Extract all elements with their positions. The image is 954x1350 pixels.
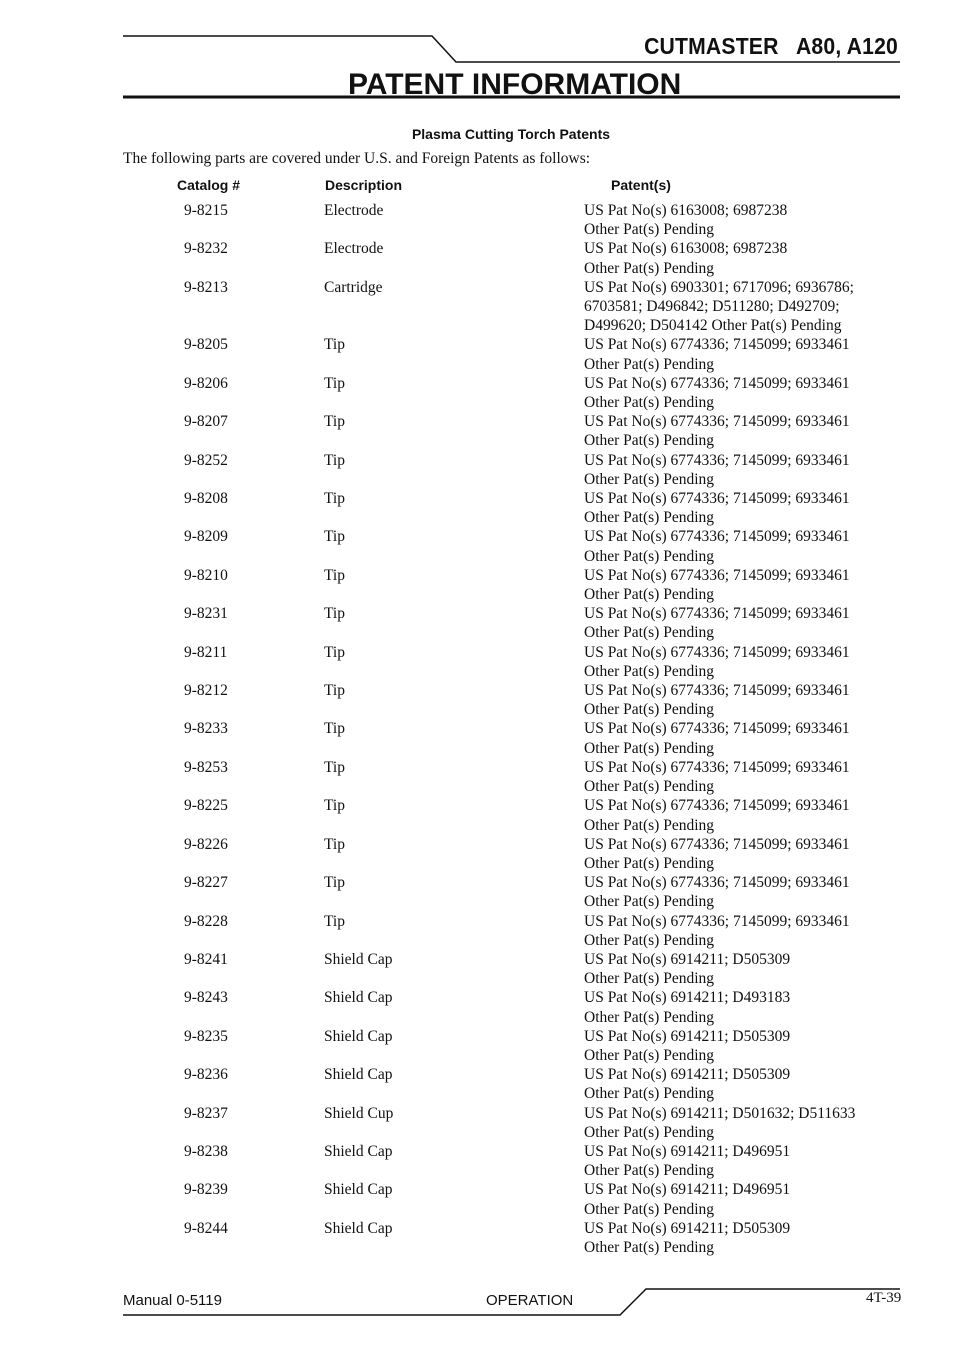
table-row — [0, 239, 954, 277]
section-title: Plasma Cutting Torch Patents — [411, 126, 611, 142]
part-description: Shield Cap — [324, 1066, 393, 1084]
patent-line: US Pat No(s) 6774336; 7145099; 6933461 — [584, 566, 850, 584]
part-description: Tip — [324, 566, 345, 584]
table-row — [0, 374, 954, 412]
patent-numbers — [584, 566, 884, 604]
table-row — [0, 335, 954, 373]
footer-page-number: 4T-39 — [866, 1290, 902, 1306]
catalog-number: 9-8243 — [184, 989, 228, 1007]
table-row — [0, 912, 954, 950]
part-description: Tip — [324, 643, 345, 661]
patent-line: Other Pat(s) Pending — [584, 816, 715, 834]
table-row — [0, 873, 954, 911]
patent-line: Other Pat(s) Pending — [584, 221, 715, 239]
table-row — [0, 950, 954, 988]
patent-line: US Pat No(s) 6774336; 7145099; 6933461 — [584, 336, 850, 354]
patent-numbers — [584, 1142, 884, 1180]
part-description: Tip — [324, 451, 345, 469]
patent-numbers — [584, 527, 884, 565]
catalog-number: 9-8209 — [184, 528, 228, 546]
patent-line: Other Pat(s) Pending — [584, 586, 715, 604]
patent-numbers — [584, 412, 884, 450]
patent-line: Other Pat(s) Pending — [584, 1238, 715, 1256]
table-row — [0, 1142, 954, 1180]
catalog-number: 9-8213 — [184, 278, 228, 296]
patent-line: Other Pat(s) Pending — [584, 854, 715, 872]
part-description: Tip — [324, 758, 345, 776]
patent-line: US Pat No(s) 6774336; 7145099; 6933461 — [584, 874, 850, 892]
catalog-number: 9-8253 — [184, 758, 228, 776]
catalog-number: 9-8237 — [184, 1104, 228, 1122]
part-description: Shield Cap — [324, 1181, 393, 1199]
patent-numbers — [584, 835, 884, 873]
patent-line: Other Pat(s) Pending — [584, 624, 715, 642]
patent-line: D499620; D504142 Other Pat(s) Pending — [584, 317, 842, 335]
catalog-number: 9-8238 — [184, 1142, 228, 1160]
part-description: Shield Cap — [324, 1027, 393, 1045]
catalog-number: 9-8206 — [184, 374, 228, 392]
patent-numbers — [584, 758, 884, 796]
patent-line: US Pat No(s) 6774336; 7145099; 6933461 — [584, 682, 850, 700]
patent-line: US Pat No(s) 6774336; 7145099; 6933461 — [584, 451, 850, 469]
patent-numbers — [584, 1180, 884, 1218]
table-row — [0, 835, 954, 873]
patent-line: US Pat No(s) 6163008; 6987238 — [584, 202, 788, 219]
patent-line: US Pat No(s) 6914211; D493183 — [584, 989, 791, 1007]
patent-numbers — [584, 1065, 884, 1103]
part-description: Tip — [324, 605, 345, 623]
patent-line: US Pat No(s) 6774336; 7145099; 6933461 — [584, 835, 850, 853]
table-row — [0, 489, 954, 527]
part-description: Shield Cap — [324, 1219, 393, 1237]
patent-line: US Pat No(s) 6914211; D496951 — [584, 1142, 791, 1160]
catalog-number: 9-8239 — [184, 1181, 228, 1199]
part-description: Shield Cap — [324, 989, 393, 1007]
catalog-number: 9-8207 — [184, 413, 228, 431]
page-title: PATENT INFORMATION — [348, 68, 682, 101]
column-header-catalog: Catalog # — [177, 177, 241, 193]
table-row — [0, 988, 954, 1026]
catalog-number: 9-8235 — [184, 1027, 228, 1045]
table-row — [0, 719, 954, 757]
patent-numbers — [584, 681, 884, 719]
patent-numbers — [584, 489, 884, 527]
patent-line: Other Pat(s) Pending — [584, 1008, 715, 1026]
patent-line: Other Pat(s) Pending — [584, 662, 715, 680]
patent-line: US Pat No(s) 6914211; D505309 — [584, 1027, 791, 1045]
patent-line: Other Pat(s) Pending — [584, 701, 715, 719]
part-description: Tip — [324, 336, 345, 354]
patent-line: US Pat No(s) 6774336; 7145099; 6933461 — [584, 490, 850, 508]
catalog-number: 9-8215 — [184, 202, 228, 219]
catalog-number: 9-8225 — [184, 797, 228, 815]
patent-line: Other Pat(s) Pending — [584, 1200, 715, 1218]
patent-line: Other Pat(s) Pending — [584, 394, 715, 412]
patent-line: Other Pat(s) Pending — [584, 1123, 715, 1141]
table-row — [0, 412, 954, 450]
catalog-number: 9-8212 — [184, 682, 228, 700]
catalog-number: 9-8241 — [184, 950, 228, 968]
patent-line: US Pat No(s) 6774336; 7145099; 6933461 — [584, 643, 850, 661]
patent-line: US Pat No(s) 6774336; 7145099; 6933461 — [584, 797, 850, 815]
patent-line: Other Pat(s) Pending — [584, 547, 715, 565]
catalog-number: 9-8244 — [184, 1219, 228, 1237]
patent-line: US Pat No(s) 6914211; D505309 — [584, 1066, 791, 1084]
catalog-number: 9-8226 — [184, 835, 228, 853]
column-header-patents: Patent(s) — [611, 177, 671, 193]
patent-line: Other Pat(s) Pending — [584, 778, 715, 796]
patent-line: US Pat No(s) 6774336; 7145099; 6933461 — [584, 605, 850, 623]
patent-numbers — [584, 1027, 884, 1065]
patent-numbers — [584, 912, 884, 950]
catalog-number: 9-8205 — [184, 336, 228, 354]
part-description: Electrode — [324, 240, 384, 258]
part-description: Cartridge — [324, 278, 383, 296]
patent-line: Other Pat(s) Pending — [584, 1162, 715, 1180]
catalog-number: 9-8211 — [184, 643, 228, 661]
patent-numbers — [584, 719, 884, 757]
part-description: Tip — [324, 528, 345, 546]
patent-line: US Pat No(s) 6914211; D501632; D511633 — [584, 1104, 856, 1122]
patent-numbers — [584, 604, 884, 642]
patent-line: Other Pat(s) Pending — [584, 893, 715, 911]
intro-text: The following parts are covered under U.S. and Foreign Patents as follows: — [123, 150, 591, 167]
table-row — [0, 1219, 954, 1257]
part-description: Tip — [324, 682, 345, 700]
part-description: Tip — [324, 413, 345, 431]
patent-line: US Pat No(s) 6774336; 7145099; 6933461 — [584, 912, 850, 930]
table-row — [0, 1027, 954, 1065]
patent-line: Other Pat(s) Pending — [584, 470, 715, 488]
table-row — [0, 1180, 954, 1218]
patent-line: Other Pat(s) Pending — [584, 970, 715, 988]
patent-numbers — [584, 988, 884, 1026]
table-row — [0, 201, 954, 239]
part-description: Tip — [324, 835, 345, 853]
patent-numbers — [584, 643, 884, 681]
patent-line: Other Pat(s) Pending — [584, 739, 715, 757]
catalog-number: 9-8210 — [184, 566, 228, 584]
patent-numbers — [584, 1219, 884, 1257]
table-row — [0, 681, 954, 719]
catalog-number: 9-8228 — [184, 912, 228, 930]
patent-line: US Pat No(s) 6774336; 7145099; 6933461 — [584, 720, 850, 738]
patent-line: 6703581; D496842; D511280; D492709; — [584, 298, 840, 316]
patent-line: Other Pat(s) Pending — [584, 1085, 715, 1103]
catalog-number: 9-8236 — [184, 1066, 228, 1084]
table-row — [0, 758, 954, 796]
patent-numbers — [584, 451, 884, 489]
patent-numbers — [584, 374, 884, 412]
part-description: Shield Cap — [324, 950, 393, 968]
table-row — [0, 451, 954, 489]
footer-section: OPERATION — [486, 1292, 574, 1309]
patent-line: Other Pat(s) Pending — [584, 509, 715, 527]
footer-manual: Manual 0-5119 — [123, 1292, 222, 1309]
catalog-number: 9-8208 — [184, 490, 228, 508]
patent-line: Other Pat(s) Pending — [584, 355, 715, 373]
catalog-number: 9-8252 — [184, 451, 228, 469]
patent-line: US Pat No(s) 6914211; D496951 — [584, 1181, 791, 1199]
patent-line: Other Pat(s) Pending — [584, 432, 715, 450]
patent-line: US Pat No(s) 6774336; 7145099; 6933461 — [584, 758, 850, 776]
part-description: Tip — [324, 490, 345, 508]
table-row — [0, 566, 954, 604]
table-row — [0, 1065, 954, 1103]
patent-numbers — [584, 278, 884, 336]
part-description: Shield Cap — [324, 1142, 393, 1160]
patent-numbers — [584, 950, 884, 988]
catalog-number: 9-8232 — [184, 240, 228, 258]
patent-numbers — [584, 239, 884, 277]
patent-line: US Pat No(s) 6774336; 7145099; 6933461 — [584, 413, 850, 431]
part-description: Tip — [324, 374, 345, 392]
part-description: Shield Cup — [324, 1104, 394, 1122]
part-description: Tip — [324, 720, 345, 738]
patent-numbers — [584, 335, 884, 373]
table-row — [0, 278, 954, 336]
table-row — [0, 643, 954, 681]
catalog-number: 9-8227 — [184, 874, 228, 892]
patent-line: US Pat No(s) 6914211; D505309 — [584, 1219, 791, 1237]
patent-table — [0, 201, 954, 1257]
patent-line: US Pat No(s) 6163008; 6987238 — [584, 240, 788, 258]
patent-line: US Pat No(s) 6774336; 7145099; 6933461 — [584, 528, 850, 546]
patent-line: Other Pat(s) Pending — [584, 1046, 715, 1064]
catalog-number: 9-8231 — [184, 605, 228, 623]
part-description: Tip — [324, 874, 345, 892]
column-header-description: Description — [325, 177, 403, 193]
patent-numbers — [584, 796, 884, 834]
table-row — [0, 527, 954, 565]
table-row — [0, 604, 954, 642]
part-description: Tip — [324, 797, 345, 815]
patent-line: US Pat No(s) 6774336; 7145099; 6933461 — [584, 374, 850, 392]
patent-line: Other Pat(s) Pending — [584, 259, 715, 277]
part-description: Tip — [324, 912, 345, 930]
table-row — [0, 796, 954, 834]
patent-numbers — [584, 873, 884, 911]
part-description: Electrode — [324, 202, 384, 219]
patent-line: US Pat No(s) 6914211; D505309 — [584, 950, 791, 968]
catalog-number: 9-8233 — [184, 720, 228, 738]
patent-numbers — [584, 1104, 884, 1142]
table-row — [0, 1104, 954, 1142]
patent-line: US Pat No(s) 6903301; 6717096; 6936786; — [584, 278, 854, 296]
product-title: CUTMASTER A80, A120 — [644, 33, 898, 59]
patent-line: Other Pat(s) Pending — [584, 931, 715, 949]
patent-numbers — [584, 201, 884, 239]
